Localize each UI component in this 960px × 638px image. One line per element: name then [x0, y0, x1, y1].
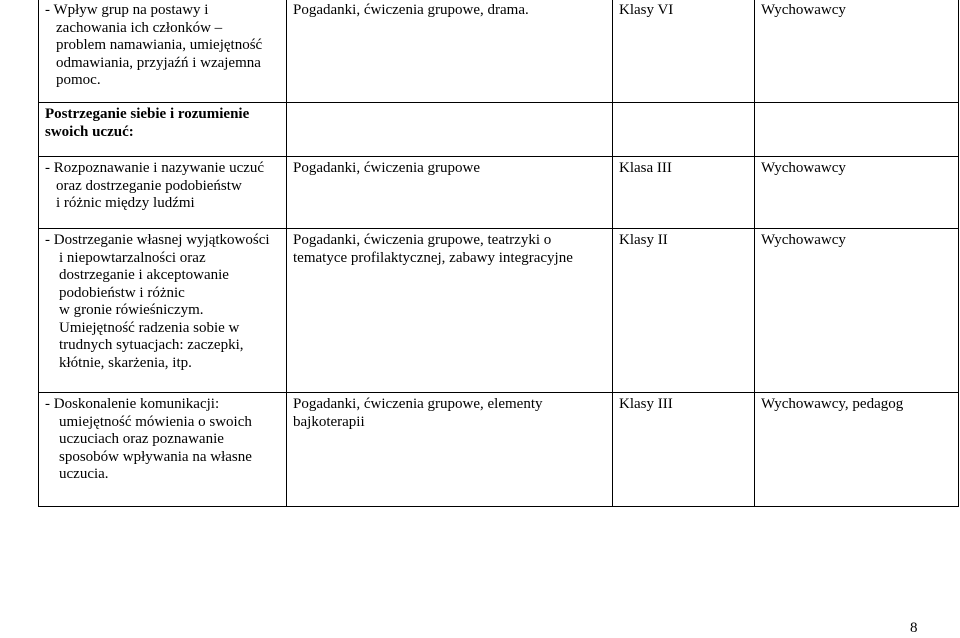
responsible-cell: [755, 157, 959, 229]
table-row: [39, 393, 959, 507]
topic-cell: [39, 0, 287, 103]
topic-line: - Rozpoznawanie i nazywanie uczuć: [45, 160, 265, 176]
responsible-text: Wychowawcy: [761, 2, 846, 18]
method-text: Pogadanki, ćwiczenia grupowe, drama.: [293, 2, 529, 18]
table-row: [39, 157, 959, 229]
responsible-text: Wychowawcy: [761, 160, 846, 176]
table-row: [39, 103, 959, 157]
topic-line: dostrzeganie i akceptowanie: [59, 267, 229, 283]
topic-line: uczuciach oraz poznawanie: [59, 431, 224, 447]
topic-line: w gronie rówieśniczym.: [59, 302, 204, 318]
topic-line: i niepowtarzalności oraz: [59, 249, 206, 266]
topic-line: - Doskonalenie komunikacji:: [45, 396, 220, 412]
topic-line: zachowania ich członków –: [56, 19, 223, 36]
method-text: Pogadanki, ćwiczenia grupowe: [293, 160, 481, 176]
method-line: tematyce profilaktycznej, zabawy integracyjne: [293, 249, 573, 266]
method-cell: [287, 229, 613, 393]
method-cell: [287, 157, 613, 229]
topic-line: umiejętność mówienia o swoich: [59, 413, 252, 430]
method-cell: [287, 103, 613, 157]
method-line: Pogadanki, ćwiczenia grupowe, teatrzyki o: [293, 232, 552, 248]
topic-line: problem namawiania, umiejętność: [56, 37, 263, 53]
topic-line: i różnic między ludźmi: [56, 195, 195, 211]
topic-line: pomoc.: [56, 72, 101, 88]
grade-text: Klasy VI: [619, 2, 674, 18]
program-table: [38, 0, 959, 507]
responsible-text: Wychowawcy, pedagog: [761, 396, 904, 412]
topic-cell: [39, 157, 287, 229]
method-cell: [287, 0, 613, 103]
method-line: Pogadanki, ćwiczenia grupowe, elementy: [293, 396, 543, 412]
topic-line: kłótnie, skarżenia, itp.: [59, 354, 192, 371]
section-heading-line: Postrzeganie siebie i rozumienie: [45, 106, 250, 122]
topic-line: podobieństw i różnic: [59, 284, 185, 301]
topic-cell: [39, 393, 287, 507]
topic-line: trudnych sytuacjach: zaczepki,: [59, 337, 244, 353]
topic-line: - Wpływ grup na postawy i: [45, 2, 209, 18]
topic-line: uczucia.: [59, 466, 109, 482]
table-row: [39, 229, 959, 393]
topic-line: - Dostrzeganie własnej wyjątkowości: [45, 232, 270, 248]
responsible-text: Wychowawcy: [761, 232, 846, 248]
grade-text: Klasa III: [619, 160, 672, 176]
grade-text: Klasy II: [619, 232, 668, 248]
method-line: bajkoterapii: [293, 413, 365, 430]
grade-cell: [613, 103, 755, 157]
responsible-cell: [755, 229, 959, 393]
topic-line: sposobów wpływania na własne: [59, 448, 252, 465]
method-cell: [287, 393, 613, 507]
responsible-cell: [755, 103, 959, 157]
section-heading-cell: [39, 103, 287, 157]
topic-line: oraz dostrzeganie podobieństw: [56, 177, 242, 194]
responsible-cell: [755, 0, 959, 103]
page-number: 8: [910, 620, 918, 636]
topic-line: odmawiania, przyjaźń i wzajemna: [56, 54, 261, 71]
grade-cell: [613, 0, 755, 103]
grade-text: Klasy III: [619, 396, 673, 412]
grade-cell: [613, 393, 755, 507]
responsible-cell: [755, 393, 959, 507]
grade-cell: [613, 157, 755, 229]
section-heading-line: swoich uczuć:: [45, 123, 134, 140]
topic-line: Umiejętność radzenia sobie w: [59, 319, 240, 336]
grade-cell: [613, 229, 755, 393]
table-row: [39, 0, 959, 103]
topic-cell: [39, 229, 287, 393]
